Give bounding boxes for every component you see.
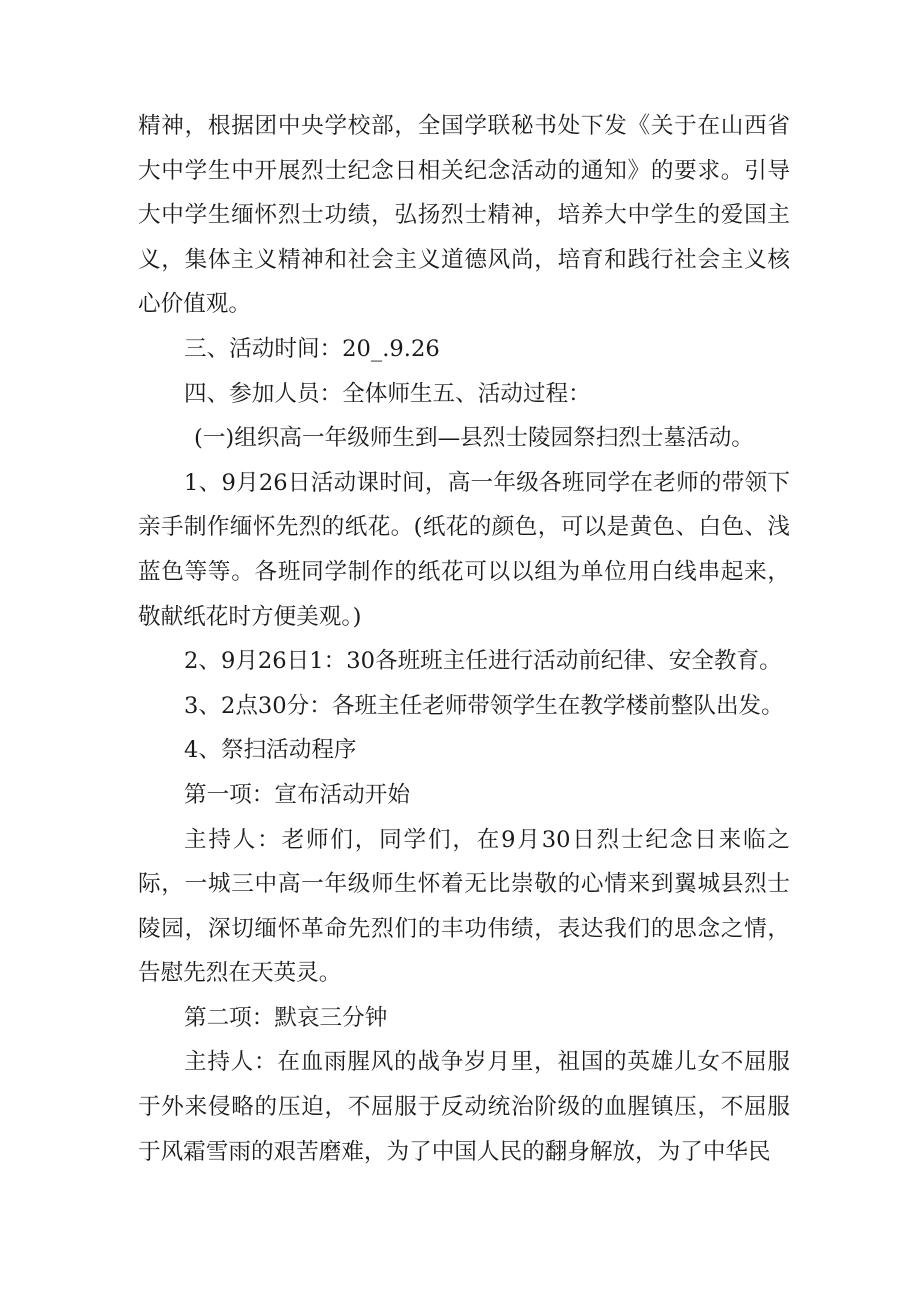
paragraph-host-speech-2: 主持人：在血雨腥风的战争岁月里，祖国的英雄儿女不屈服于外来侵略的压迫，不屈服于反动统治阶级的血腥镇压，不屈服于风霜雪雨的艰苦磨难，为了中国人民的翻身解放，为了中华民 bbox=[138, 1049, 790, 1165]
paragraph-activity-time: 三、活动时间：20_.9.26 bbox=[184, 335, 440, 362]
paragraph-item-2: 2、9月26日1：30各班班主任进行活动前纪律、安全教育。 bbox=[184, 648, 782, 675]
paragraph-step-two: 第二项：默哀三分钟 bbox=[184, 1004, 388, 1031]
paragraph-purpose: 精神，根据团中央学校部，全国学联秘书处下发《关于在山西省大中学生中开展烈士纪念日相关纪念活动的通知》的要求。引导大中学生缅怀烈士功绩，弘扬烈士精神，培养大中学生的爱国主义，集体主义精神和社会主义道德风尚，培育和践行社会主义核心价值观。 bbox=[138, 113, 790, 318]
document-body bbox=[138, 104, 790, 1174]
paragraph-item-1: 1、9月26日活动课时间，高一年级各班同学在老师的带领下亲手制作缅怀先烈的纸花。(纸花的颜色，可以是黄色、白色、浅蓝色等等。各班同学制作的纸花可以以组为单位用白线串起来，敬献纸花时方便美观。) bbox=[138, 469, 790, 630]
paragraph-host-speech-1: 主持人：老师们，同学们，在9月30日烈士纪念日来临之际，一城三中高一年级师生怀着无比崇敬的心情来到翼城县烈士陵园，深切缅怀革命先烈们的丰功伟绩，表达我们的思念之情，告慰先烈在天英灵。 bbox=[138, 826, 790, 987]
paragraph-participants: 四、参加人员：全体师生五、活动过程： bbox=[184, 380, 591, 407]
paragraph-section-one: (一)组织高一年级师生到—县烈士陵园祭扫烈士墓活动。 bbox=[194, 425, 754, 452]
paragraph-step-one: 第一项：宣布活动开始 bbox=[184, 781, 410, 808]
paragraph-item-3: 3、2点30分：各班主任老师带领学生在教学楼前整队出发。 bbox=[184, 692, 784, 719]
paragraph-item-4: 4、祭扫活动程序 bbox=[184, 737, 357, 764]
